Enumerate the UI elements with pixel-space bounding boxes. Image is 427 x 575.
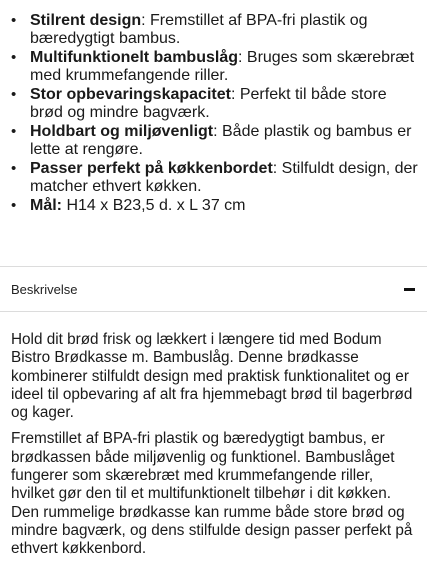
feature-item bbox=[10, 197, 419, 215]
feature-title: Multifunktionelt bambuslåg bbox=[30, 49, 238, 66]
bullet-icon: • bbox=[11, 160, 17, 177]
description-accordion-header[interactable] bbox=[0, 266, 427, 312]
feature-text: : Fremstillet af BPA-fri plastik og bæredygtigt bambus. bbox=[30, 12, 368, 47]
bullet-icon: • bbox=[11, 123, 17, 140]
feature-item bbox=[10, 49, 419, 84]
feature-item bbox=[10, 86, 419, 121]
description-content bbox=[11, 331, 415, 567]
feature-item bbox=[10, 160, 419, 195]
description-paragraph: Fremstillet af BPA-fri plastik og bæredygtigt bambus, er brødkassen både miljøvenlig og funktionel. Bambuslåget fungerer som skærebræt med krummefangende riller, hvilket gør den til et multifunktionelt tilbehør i dit køkken. Den rummelige brødkasse kan rumme både store brød og mindre bagværk, og dens stilfulde design passer perfekt på ethvert køkkenbord. bbox=[11, 430, 413, 558]
feature-text: H14 x B23,5 d. x L 37 cm bbox=[62, 197, 246, 214]
feature-title: Mål: bbox=[30, 197, 62, 214]
bullet-icon: • bbox=[11, 49, 17, 66]
feature-text: : Bruges som skærebræt med krummefangende riller. bbox=[30, 49, 415, 84]
feature-item bbox=[10, 123, 419, 158]
feature-title: Stor opbevaringskapacitet bbox=[30, 86, 231, 103]
bullet-icon: • bbox=[11, 86, 17, 103]
feature-title: Holdbart og miljøvenligt bbox=[30, 123, 214, 140]
feature-text: : Perfekt til både store brød og mindre bagværk. bbox=[30, 86, 387, 121]
description-paragraph: Hold dit brød frisk og lækkert i længere tid med Bodum Bistro Brødkasse m. Bambuslåg. Denne brødkasse kombinerer stilfuldt design med praktisk funktionalitet og er ideel til opbevaring af alt fra hjemmebagt brød til bagerbrød og kager. bbox=[11, 331, 413, 422]
feature-text: : Stilfuldt design, der matcher ethvert køkken. bbox=[30, 160, 418, 195]
feature-item bbox=[10, 12, 419, 47]
accordion-title: Beskrivelse bbox=[11, 281, 78, 297]
bullet-icon: • bbox=[11, 12, 17, 29]
feature-list bbox=[0, 0, 427, 215]
feature-title: Stilrent design bbox=[30, 12, 142, 29]
feature-text: : Både plastik og bambus er lette at rengøre. bbox=[30, 123, 412, 158]
bullet-icon: • bbox=[11, 197, 17, 214]
minus-icon[interactable] bbox=[404, 288, 415, 291]
feature-title: Passer perfekt på køkkenbordet bbox=[30, 160, 273, 177]
